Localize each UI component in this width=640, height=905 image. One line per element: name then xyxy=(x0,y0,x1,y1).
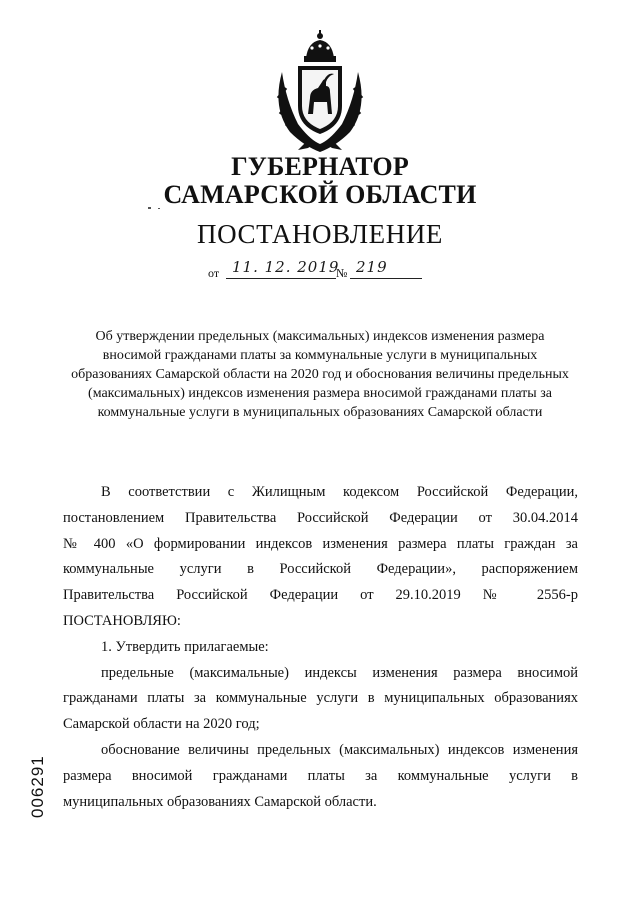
number-underline xyxy=(350,278,422,279)
body-line: муниципальных образованиях Самарской области. xyxy=(63,793,377,810)
date-prefix: от xyxy=(208,266,220,280)
crown-icon xyxy=(304,30,336,62)
body-line: № 400 «О формировании индексов изменения размера платы граждан за xyxy=(63,535,578,552)
organization-title-line1: ГУБЕРНАТОР xyxy=(231,152,409,181)
number-prefix: № xyxy=(336,266,348,280)
decree-word: ПОСТАНОВЛЯЮ: xyxy=(63,612,181,629)
handwritten-date: 11. 12. 2019 xyxy=(232,258,340,276)
body-line: размера вносимой гражданами платы за коммунальные услуги в xyxy=(63,767,578,784)
body-line: Правительства Российской Федерации от 29.10.2019 № 2556-р xyxy=(63,587,578,604)
body-line: обоснование величины предельных (максимальных) индексов изменения xyxy=(101,741,578,758)
organization-title-line2: САМАРСКОЙ ОБЛАСТИ xyxy=(163,180,477,209)
body-line: коммунальные услуги в Российской Федерации», распоряжением xyxy=(63,561,578,578)
samara-region-coat-of-arms-icon xyxy=(268,28,372,154)
date-underline xyxy=(226,278,336,279)
handwritten-number: 219 xyxy=(356,258,388,276)
body-line: гражданами платы за коммунальные услуги в муниципальных образованиях xyxy=(63,690,578,707)
document-body xyxy=(63,480,578,815)
side-registration-code: 006291 xyxy=(28,755,47,818)
body-line: постановлением Правительства Российской Федерации от 30.04.2014 xyxy=(63,509,578,526)
document-type: ПОСТАНОВЛЕНИЕ xyxy=(196,219,444,249)
item-1: 1. Утвердить прилагаемые: xyxy=(101,638,269,655)
date-number-line xyxy=(208,258,428,282)
body-line: В соответствии с Жилищным кодексом Российской Федерации, xyxy=(101,484,578,500)
body-line: Самарской области на 2020 год; xyxy=(63,716,260,733)
body-line: предельные (максимальные) индексы изменения размера вносимой xyxy=(101,664,578,681)
document-subject: Об утверждении предельных (максимальных) индексов изменения размера вносимой гражданами платы за коммунальные услуги в муниципальных образованиях Самарской области на 2020 год и обоснования величины предельных (максимальных) индексов изменения размера вносимой гражданами платы за коммунальные услуги в муниципальных образованиях Самарской области xyxy=(71,329,569,420)
